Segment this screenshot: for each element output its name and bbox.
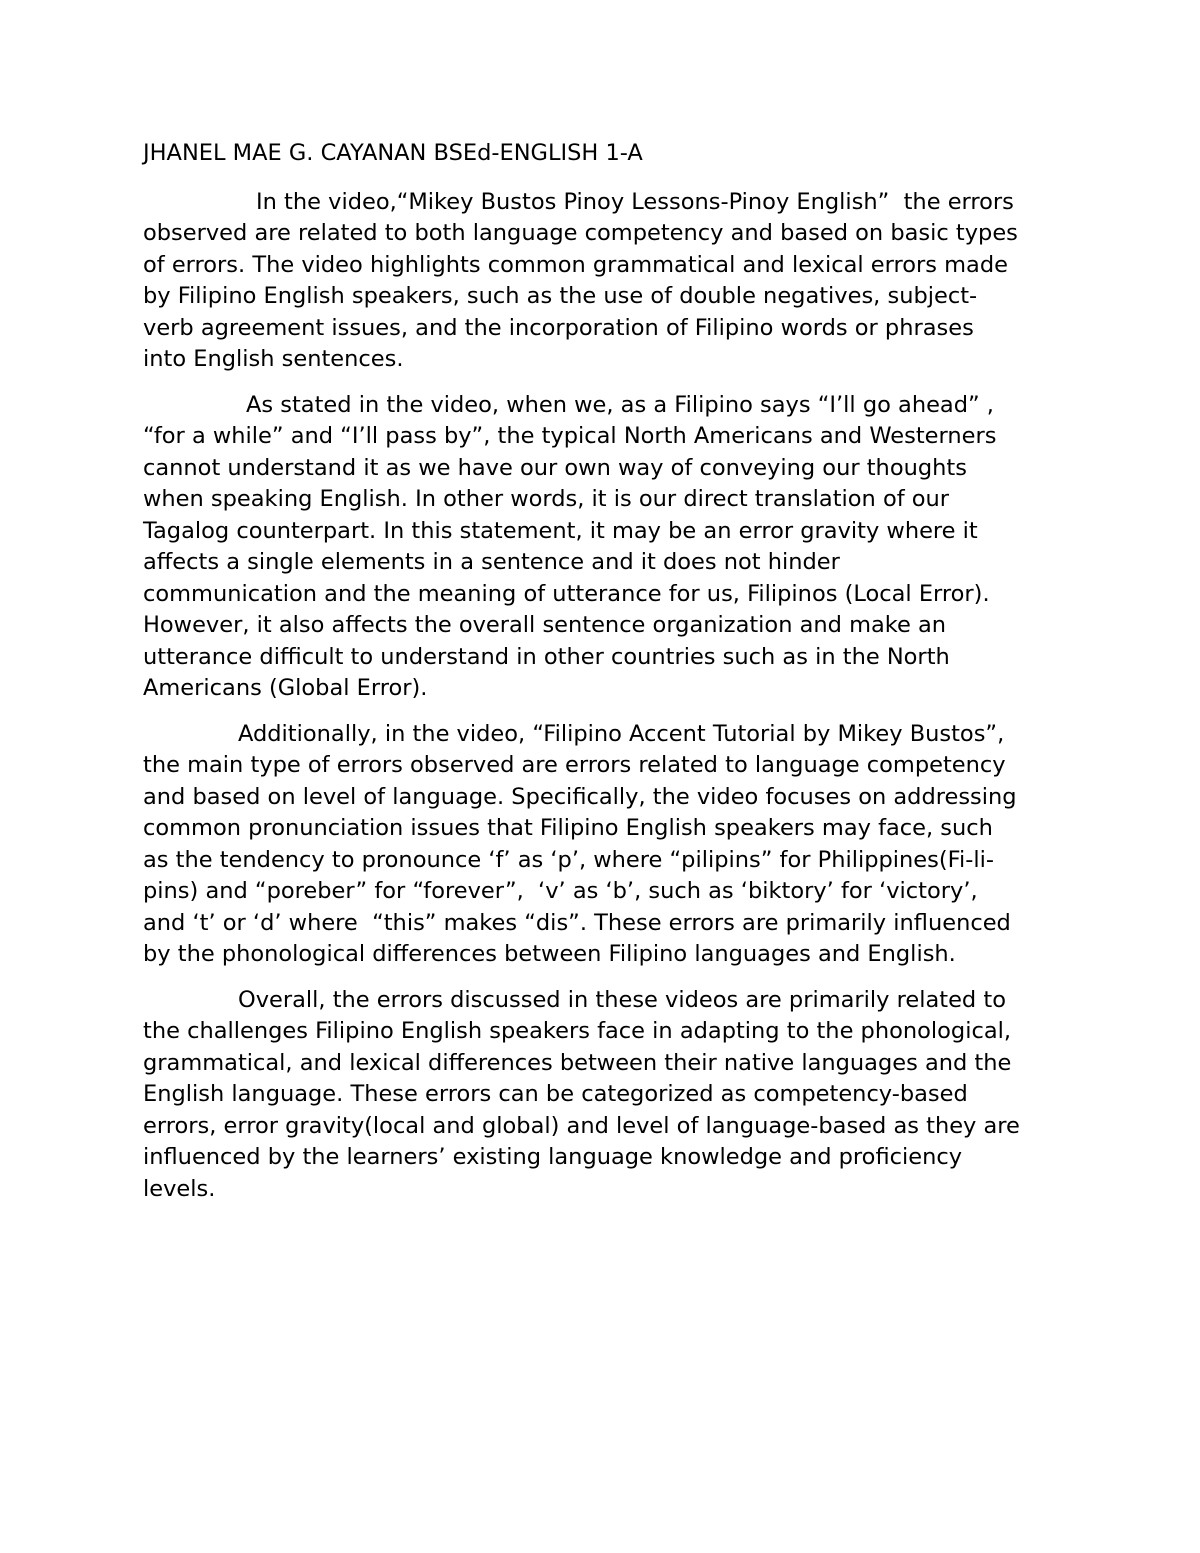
paragraph-line: influenced by the learners’ existing language knowledge and proficiency [143,1144,963,1170]
paragraph-2 [143,390,1083,705]
paragraph-4 [143,985,1083,1206]
paragraph-line: pins) and “poreber” for “forever”, ‘v’ as ‘b’, such as ‘biktory’ for ‘victory’, [143,878,978,904]
paragraph-line: Tagalog counterpart. In this statement, it may be an error gravity where it [143,517,978,544]
paragraph-line: verb agreement issues, and the incorporation of Filipino words or phrases [143,314,974,341]
paragraph-line: the main type of errors observed are errors related to language competency [143,752,1006,778]
paragraph-1 [143,187,1083,376]
paragraph-line: As stated in the video, when we, as a Filipino says “I’ll go ahead” , [246,391,994,418]
paragraph-line: observed are related to both language competency and based on basic types [143,220,1018,246]
paragraph-line: levels. [143,1175,216,1202]
paragraph-line: common pronunciation issues that Filipino English speakers may face, such [143,815,993,841]
paragraph-line: by the phonological differences between Filipino languages and English. [143,941,956,967]
paragraph-line: grammatical, and lexical differences between their native languages and the [143,1049,1012,1076]
document-header: JHANEL MAE G. CAYANAN BSEd-ENGLISH 1-A [143,140,643,166]
paragraph-line: cannot understand it as we have our own way of conveying our thoughts [143,454,967,481]
paragraph-line: when speaking English. In other words, it is our direct translation of our [143,486,950,512]
paragraph-line: and ‘t’ or ‘d’ where “this” makes “dis”. These errors are primarily influenced [143,909,1011,936]
paragraph-line: “for a while” and “I’ll pass by”, the typical North Americans and Westerners [143,423,997,449]
paragraph-line: as the tendency to pronounce ‘f’ as ‘p’, where “pilipins” for Philippines(Fi-li- [143,846,994,873]
paragraph-3 [143,719,1083,971]
paragraph-line: errors, error gravity(local and global) and level of language-based as they are [143,1112,1020,1139]
paragraph-line: English language. These errors can be categorized as competency-based [143,1081,968,1107]
paragraph-line: In the video,“Mikey Bustos Pinoy Lessons-Pinoy English” the errors [256,188,1014,215]
paragraph-line: Americans (Global Error). [143,675,428,701]
document-body [143,138,1083,1205]
paragraph-line: affects a single elements in a sentence and it does not hinder [143,549,840,575]
paragraph-line: the challenges Filipino English speakers face in adapting to the phonological, [143,1018,1012,1044]
paragraph-line: However, it also affects the overall sentence organization and make an [143,612,947,638]
paragraph-line: Overall, the errors discussed in these videos are primarily related to [238,986,1006,1013]
paragraph-line: utterance difficult to understand in other countries such as in the North [143,643,950,670]
paragraph-line: Additionally, in the video, “Filipino Accent Tutorial by Mikey Bustos”, [238,720,1005,747]
paragraph-line: and based on level of language. Specifically, the video focuses on addressing [143,783,1017,810]
paragraph-line: into English sentences. [143,346,404,372]
paragraph-line: communication and the meaning of utterance for us, Filipinos (Local Error). [143,580,990,607]
paragraph-line: of errors. The video highlights common grammatical and lexical errors made [143,251,1008,278]
paragraph-line: by Filipino English speakers, such as the use of double negatives, subject- [143,283,978,309]
